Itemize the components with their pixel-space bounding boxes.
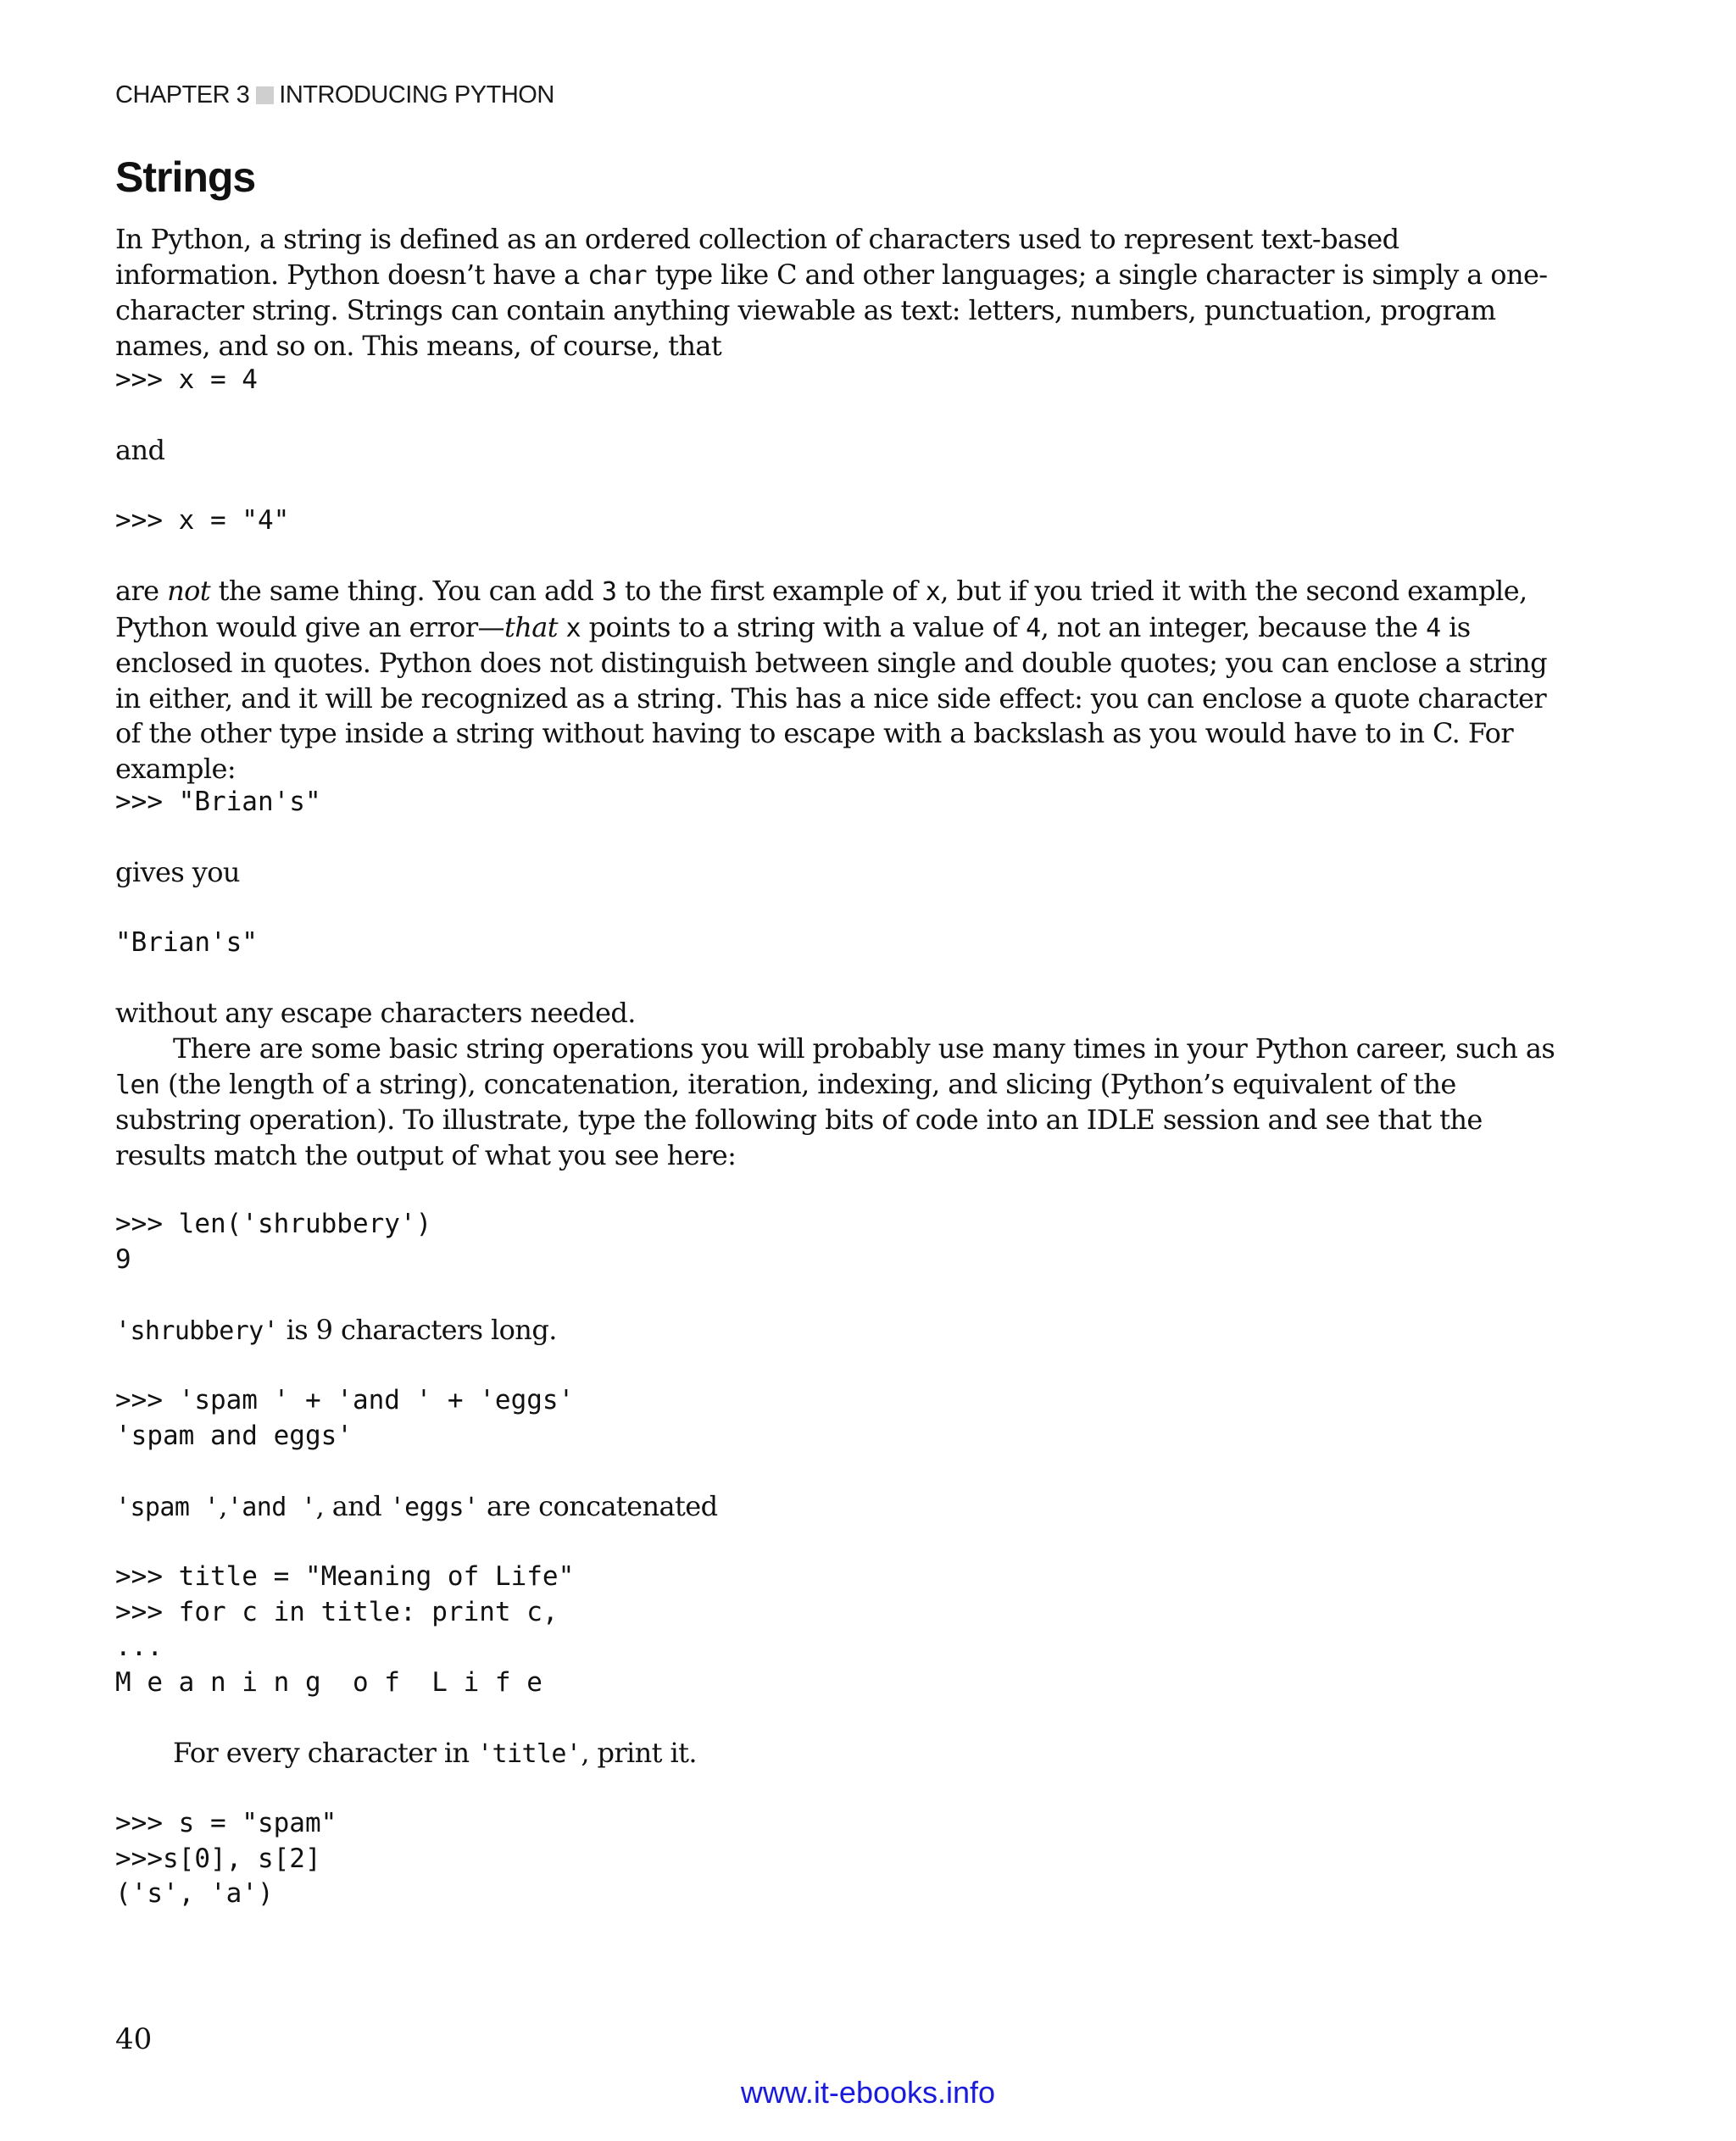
inline-code: 'and ' bbox=[226, 1493, 316, 1522]
text-gives-you: gives you bbox=[115, 856, 240, 888]
note-iteration: For every character in 'title', print it. bbox=[173, 1737, 697, 1769]
note-concat: 'spam ','and ', and 'eggs' are concatenated bbox=[115, 1490, 718, 1522]
inline-code: x bbox=[925, 577, 941, 607]
paragraph-quotes: are not the same thing. You can add 3 to the first example of x, but if you tried it with the second example, Python would give an error—that x points to a string with a value of 4, not an integer, because the 4 is enclosed in quotes. Python does not distinguish between single and double quotes; you can enclose a string in either, and it will be recognized as a string. This has a nice side effect: you can enclose a quote character of the other type inside a string without having to escape with a backslash as you would have to in C. For example: bbox=[115, 575, 1548, 785]
inline-code: 'shrubbery' bbox=[115, 1316, 279, 1346]
footer-website-link[interactable]: www.it-ebooks.info bbox=[740, 2075, 996, 2110]
header-separator-square bbox=[256, 86, 274, 104]
code-sample-len: >>> len('shrubbery') 9 bbox=[115, 1209, 432, 1275]
code-sample-int: >>> x = 4 bbox=[115, 364, 258, 395]
code-sample-concat: >>> 'spam ' + 'and ' + 'eggs' 'spam and eggs' bbox=[115, 1385, 575, 1451]
code-output-brians: "Brian's" bbox=[115, 927, 258, 958]
inline-code: 4 bbox=[1026, 613, 1041, 643]
inline-code: 4 bbox=[1426, 613, 1441, 643]
code-sample-iteration: >>> title = "Meaning of Life" >>> for c in title: print c, ... M e a n i n g o f L i f e bbox=[115, 1561, 575, 1698]
code-sample-brians: >>> "Brian's" bbox=[115, 787, 321, 817]
note-len: 'shrubbery' is 9 characters long. bbox=[115, 1314, 557, 1346]
page-number: 40 bbox=[115, 2022, 153, 2056]
chapter-title: INTRODUCING PYTHON bbox=[279, 81, 554, 108]
paragraph-operations: There are some basic string operations you will probably use many times in your Python career, such as len (the length of a string), concatenation, iteration, indexing, and slicing (Python’s equivalent of the substring operation). To illustrate, type the following bits of code into an IDLE session and see that the results match the output of what you see here: bbox=[115, 1032, 1555, 1171]
text-and: and bbox=[115, 434, 165, 466]
inline-code: len bbox=[115, 1070, 160, 1100]
code-sample-indexing: >>> s = "spam" >>>s[0], s[2] ('s', 'a') bbox=[115, 1808, 337, 1910]
inline-code: char bbox=[587, 260, 648, 291]
inline-code: 3 bbox=[601, 577, 617, 607]
code-sample-string: >>> x = "4" bbox=[115, 505, 290, 536]
inline-code: 'eggs' bbox=[389, 1493, 479, 1522]
text-without-escape: without any escape characters needed. bbox=[115, 997, 636, 1029]
inline-code: 'spam ' bbox=[115, 1493, 220, 1522]
section-heading: Strings bbox=[115, 153, 256, 201]
inline-code: 'title' bbox=[477, 1739, 581, 1769]
chapter-label: CHAPTER 3 bbox=[115, 81, 250, 108]
running-header bbox=[115, 81, 554, 109]
inline-code: x bbox=[565, 613, 581, 643]
paragraph-intro: In Python, a string is defined as an ordered collection of characters used to represent text-based information. Python doesn’t have a char type like C and other languages; a single character is simply a one-character string. Strings can contain anything viewable as text: letters, numbers, punctuation, program names, and so on. This means, of course, that bbox=[115, 223, 1548, 362]
